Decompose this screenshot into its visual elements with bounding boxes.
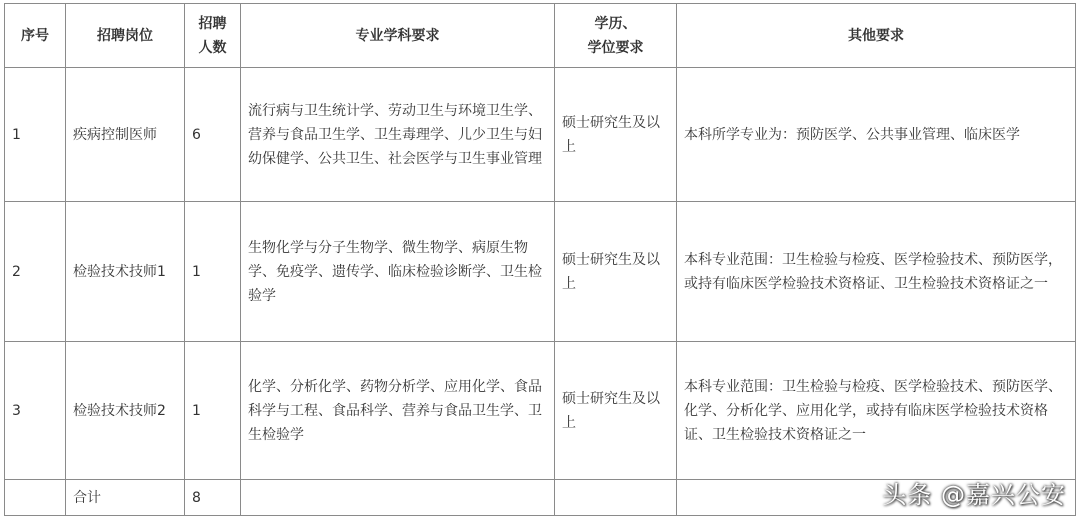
header-degree-line1: 学历、: [594, 15, 637, 32]
header-seq: 序号: [5, 4, 66, 68]
cell-seq: 1: [5, 68, 66, 202]
table-header-row: [5, 4, 1076, 68]
cell-seq: 3: [5, 342, 66, 480]
cell-total-seq: [5, 480, 66, 516]
cell-total-count: 8: [185, 480, 241, 516]
cell-degree: 硕士研究生及以上: [555, 342, 677, 480]
cell-other: 本科专业范围：卫生检验与检疫、医学检验技术、预防医学、化学、分析化学、应用化学，或持有临床医学检验技术资格证、卫生检验技术资格证之一: [677, 342, 1076, 480]
table-row: [5, 202, 1076, 342]
recruitment-table: [4, 3, 1076, 516]
header-major: 专业学科要求: [241, 4, 555, 68]
cell-major: 流行病与卫生统计学、劳动卫生与环境卫生学、营养与食品卫生学、卫生毒理学、儿少卫生与妇幼保健学、公共卫生、社会医学与卫生事业管理: [241, 68, 555, 202]
cell-major: 生物化学与分子生物学、微生物学、病原生物学、免疫学、遗传学、临床检验诊断学、卫生检验学: [241, 202, 555, 342]
header-degree: [555, 4, 677, 68]
cell-count: 1: [185, 202, 241, 342]
cell-other: 本科专业范围：卫生检验与检疫、医学检验技术、预防医学，或持有临床医学检验技术资格证、卫生检验技术资格证之一: [677, 202, 1076, 342]
cell-total-major: [241, 480, 555, 516]
cell-major: 化学、分析化学、药物分析学、应用化学、食品科学与工程、食品科学、营养与食品卫生学、卫生检验学: [241, 342, 555, 480]
cell-degree: 硕士研究生及以上: [555, 68, 677, 202]
header-count-line2: 人数: [198, 39, 227, 56]
table-row: [5, 68, 1076, 202]
header-degree-line2: 学位要求: [587, 39, 644, 56]
cell-total-label: 合计: [66, 480, 185, 516]
cell-count: 1: [185, 342, 241, 480]
cell-position: 检验技术技师2: [66, 342, 185, 480]
table-row: [5, 342, 1076, 480]
cell-total-degree: [555, 480, 677, 516]
cell-position: 疾病控制医师: [66, 68, 185, 202]
header-count: [185, 4, 241, 68]
watermark-text: 头条 @嘉兴公安: [882, 481, 1066, 509]
cell-count: 6: [185, 68, 241, 202]
cell-seq: 2: [5, 202, 66, 342]
cell-position: 检验技术技师1: [66, 202, 185, 342]
cell-other: 本科所学专业为：预防医学、公共事业管理、临床医学: [677, 68, 1076, 202]
cell-degree: 硕士研究生及以上: [555, 202, 677, 342]
header-count-line1: 招聘: [198, 15, 227, 32]
header-other: 其他要求: [677, 4, 1076, 68]
header-position: 招聘岗位: [66, 4, 185, 68]
